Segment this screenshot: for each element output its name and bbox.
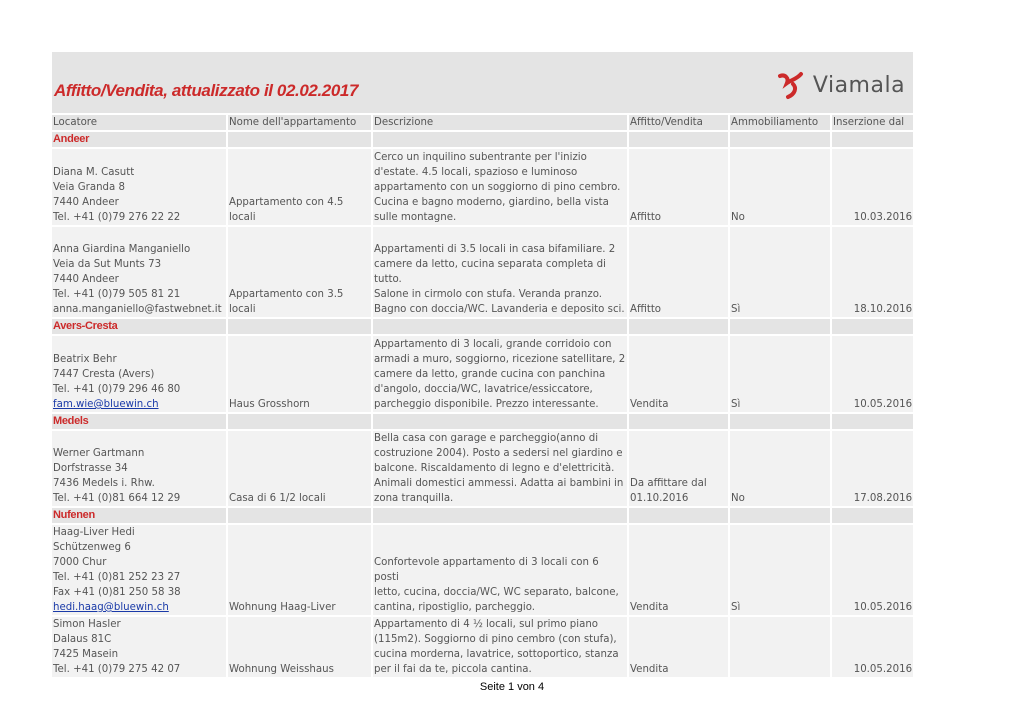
region-filler-cell [832,130,913,147]
table-row [52,225,913,317]
region-name: Andeer [52,130,226,147]
region-filler-cell [629,506,728,523]
column-header: Nome dell'appartamento [228,113,371,130]
viamala-logo-icon [777,70,807,100]
landlord-cell [52,147,226,225]
furnished-cell: No [730,147,830,225]
region-filler-cell [832,412,913,429]
logo-text: Viamala [812,72,906,98]
region-filler-cell [629,412,728,429]
description-cell: Confortevole appartamento di 3 locali con 6 posti letto, cucina, doccia/WC, WC separato, balcone, cantina, ripostiglio, parcheggio. [373,523,627,615]
page-footer: Seite 1 von 4 [479,681,545,693]
apartment-name-cell: Wohnung Weisshaus [228,615,371,677]
table-row [52,523,913,615]
page-title: Affitto/Vendita, attualizzato il 02.02.2017 [54,81,358,100]
email-link[interactable]: hedi.haag@bluewin.ch [53,602,169,613]
landlord-cell [52,523,226,615]
landlord-contact: Haag-Liver Hedi Schützenweg 6 7000 Chur Tel. +41 (0)81 252 23 27 Fax +41 (0)81 250 58 38 [53,527,181,598]
region-filler-cell [228,412,371,429]
furnished-cell: Sì [730,523,830,615]
furnished-cell: No [730,429,830,506]
region-filler-cell [228,130,371,147]
apartment-name-cell: Wohnung Haag-Liver [228,523,371,615]
column-header: Ammobiliamento [730,113,830,130]
description-cell: Cerco un inquilino subentrante per l'inizio d'estate. 4.5 locali, spazioso e luminoso appartamento con un soggiorno di pino cembro. Cucina e bagno moderno, giardino, bella vista sulle montagne. [373,147,627,225]
description-cell: Appartamento di 4 ½ locali, sul primo piano (115m2). Soggiorno di pino cembro (con stufa), cucina morderna, lavatrice, sottoportico, stanza per il fai da te, piccola cantina. [373,615,627,677]
landlord-contact: Diana M. Casutt Veia Granda 8 7440 Andeer Tel. +41 (0)79 276 22 22 [53,167,181,223]
email-link[interactable]: fam.wie@bluewin.ch [53,399,159,410]
region-filler-cell [730,506,830,523]
region-row [52,317,913,334]
column-header: Locatore [52,113,226,130]
region-filler-cell [228,506,371,523]
rent-sale-cell: Vendita [629,334,728,412]
listing-date-cell: 18.10.2016 [832,225,913,317]
apartment-name-cell: Casa di 6 1/2 locali [228,429,371,506]
region-row [52,412,913,429]
rent-sale-cell: Affitto [629,147,728,225]
listing-date-cell: 10.03.2016 [832,147,913,225]
furnished-cell [730,615,830,677]
region-row [52,506,913,523]
listing-date-cell: 17.08.2016 [832,429,913,506]
landlord-cell [52,334,226,412]
region-name: Nufenen [52,506,226,523]
landlord-cell [52,225,226,317]
region-name: Avers-Cresta [52,317,226,334]
column-header: Descrizione [373,113,627,130]
description-cell: Appartamento di 3 locali, grande corridoio con armadi a muro, soggiorno, ricezione satellitare, 2 camere da letto, grande cucina con panchina d'angolo, doccia/WC, lavatrice/essiccatore, parcheggio disponibile. Prezzo interessante. [373,334,627,412]
region-filler-cell [629,317,728,334]
apartment-name-cell: Haus Grosshorn [228,334,371,412]
furnished-cell: Sì [730,225,830,317]
table-row [52,429,913,506]
apartment-name-cell: Appartamento con 4.5 locali [228,147,371,225]
region-row [52,130,913,147]
region-filler-cell [373,506,627,523]
landlord-cell [52,615,226,677]
region-filler-cell [730,130,830,147]
description-cell: Bella casa con garage e parcheggio(anno di costruzione 2004). Posto a sedersi nel giardino e balcone. Riscaldamento di legno e d'elettricità. Animali domestici ammessi. Adatta ai bambini in zona tranquilla. [373,429,627,506]
landlord-contact: Anna Giardina Manganiello Veia da Sut Munts 73 7440 Andeer Tel. +41 (0)79 505 81 21 anna.manganiello@fastwebnet.it [53,244,222,315]
apartment-name-cell: Appartamento con 3.5 locali [228,225,371,317]
landlord-cell [52,429,226,506]
region-filler-cell [730,317,830,334]
column-header-row [52,113,913,130]
region-filler-cell [832,506,913,523]
viamala-logo [777,70,905,100]
region-filler-cell [373,317,627,334]
rent-sale-cell: Vendita [629,615,728,677]
region-filler-cell [228,317,371,334]
listing-date-cell: 10.05.2016 [832,334,913,412]
landlord-contact: Werner Gartmann Dorfstrasse 34 7436 Medels i. Rhw. Tel. +41 (0)81 664 12 29 [53,448,181,504]
title-row [52,52,913,113]
table-row [52,147,913,225]
region-filler-cell [629,130,728,147]
column-header: Affitto/Vendita [629,113,728,130]
listing-date-cell: 10.05.2016 [832,615,913,677]
rent-sale-cell: Da affittare dal 01.10.2016 [629,429,728,506]
document-page [52,52,913,677]
landlord-contact: Simon Hasler Dalaus 81C 7425 Masein Tel. +41 (0)79 275 42 07 [53,619,181,675]
landlord-contact: Beatrix Behr 7447 Cresta (Avers) Tel. +41 (0)79 296 46 80 [53,354,181,395]
description-cell: Appartamenti di 3.5 locali in casa bifamiliare. 2 camere da letto, cucina separata completa di tutto. Salone in cirmolo con stufa. Veranda pranzo. Bagno con doccia/WC. Lavanderia e deposito sci. [373,225,627,317]
region-filler-cell [832,317,913,334]
rent-sale-cell: Vendita [629,523,728,615]
listing-table [50,52,915,677]
furnished-cell: Sì [730,334,830,412]
rent-sale-cell: Affitto [629,225,728,317]
region-filler-cell [730,412,830,429]
table-row [52,334,913,412]
listing-date-cell: 10.05.2016 [832,523,913,615]
region-name: Medels [52,412,226,429]
column-header: Inserzione dal [832,113,913,130]
table-row [52,615,913,677]
region-filler-cell [373,412,627,429]
region-filler-cell [373,130,627,147]
